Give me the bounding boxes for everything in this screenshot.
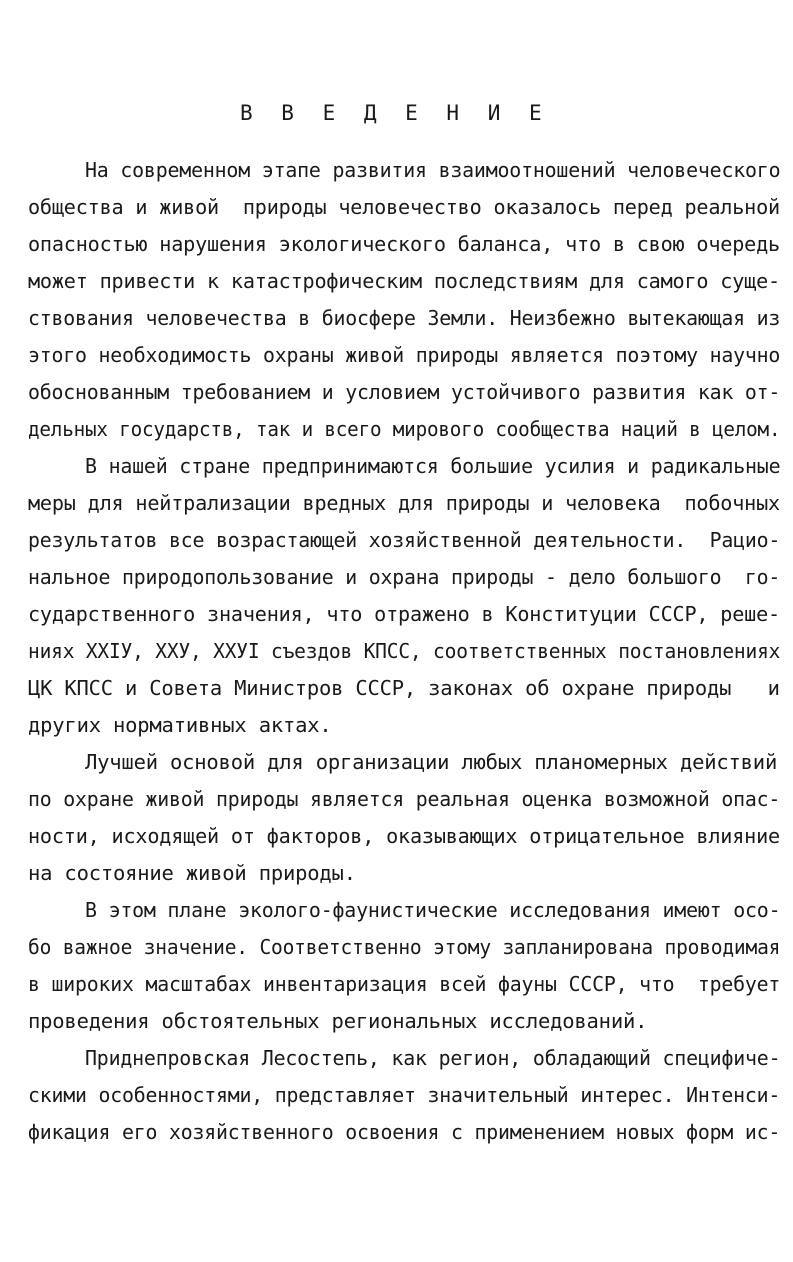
text-line: В этом плане эколого-фаунистические исследования имеют осо-	[85, 898, 781, 922]
text-line: бо важное значение. Соответственно этому запланирована проводимая	[28, 935, 781, 959]
text-line: Лучшей основой для организации любых планомерных действий	[85, 750, 778, 774]
text-line: общества и живой природы человечество оказалось перед реальной	[28, 195, 780, 219]
text-line: Приднепровская Лесостепь, как регион, обладающий специфиче-	[85, 1046, 781, 1070]
text-line: скими особенностями, представляет значительный интерес. Интенси-	[28, 1083, 781, 1107]
text-line: по охране живой природы является реальная оценка возможной опас-	[28, 787, 781, 811]
text-line: опасностью нарушения экологического баланса, что в свою очередь	[28, 232, 780, 256]
text-line: сударственного значения, что отражено в Конституции СССР, реше-	[28, 602, 780, 626]
text-line: в широких масштабах инвентаризация всей фауны СССР, что требует	[28, 972, 781, 996]
text-line: ниях ХХIУ, ХХУ, ХХУI съездов КПСС, соответственных постановлениях	[28, 639, 781, 663]
text-line: этого необходимость охраны живой природы является поэтому научно	[28, 343, 781, 367]
text-line: на состояние живой природы.	[28, 861, 356, 885]
text-line: результатов все возрастающей хозяйственной деятельности. Рацио-	[28, 528, 781, 552]
text-line: На современном этапе развития взаимоотношений человеческого	[85, 158, 781, 182]
text-line: других нормативных актах.	[28, 713, 332, 737]
text-line: ствования человечества в биосфере Земли. Неизбежно вытекающая из	[28, 306, 781, 330]
text-line: может привести к катастрофическим последствиям для самого суще-	[28, 269, 780, 293]
text-line: дельных государств, так и всего мирового сообщества наций в целом.	[28, 417, 781, 441]
text-line: фикация его хозяйственного освоения с применением новых форм ис-	[28, 1120, 781, 1144]
text-line: ности, исходящей от факторов, оказывающих отрицательное влияние	[28, 824, 780, 848]
text-line: В нашей стране предпринимаются большие усилия и радикальные	[85, 454, 781, 478]
text-line: ЦК КПСС и Совета Министров СССР, законах об охране природы и	[28, 676, 780, 700]
text-line: проведения обстоятельных региональных исследований.	[28, 1009, 648, 1033]
page-title: В В Е Д Е Н И Е	[240, 101, 550, 125]
text-line: обоснованным требованием и условием устойчивого развития как от-	[28, 380, 781, 404]
text-line: меры для нейтрализации вредных для природы и человека побочных	[28, 491, 780, 515]
text-line: нальное природопользование и охрана природы - дело большого го-	[28, 565, 781, 589]
